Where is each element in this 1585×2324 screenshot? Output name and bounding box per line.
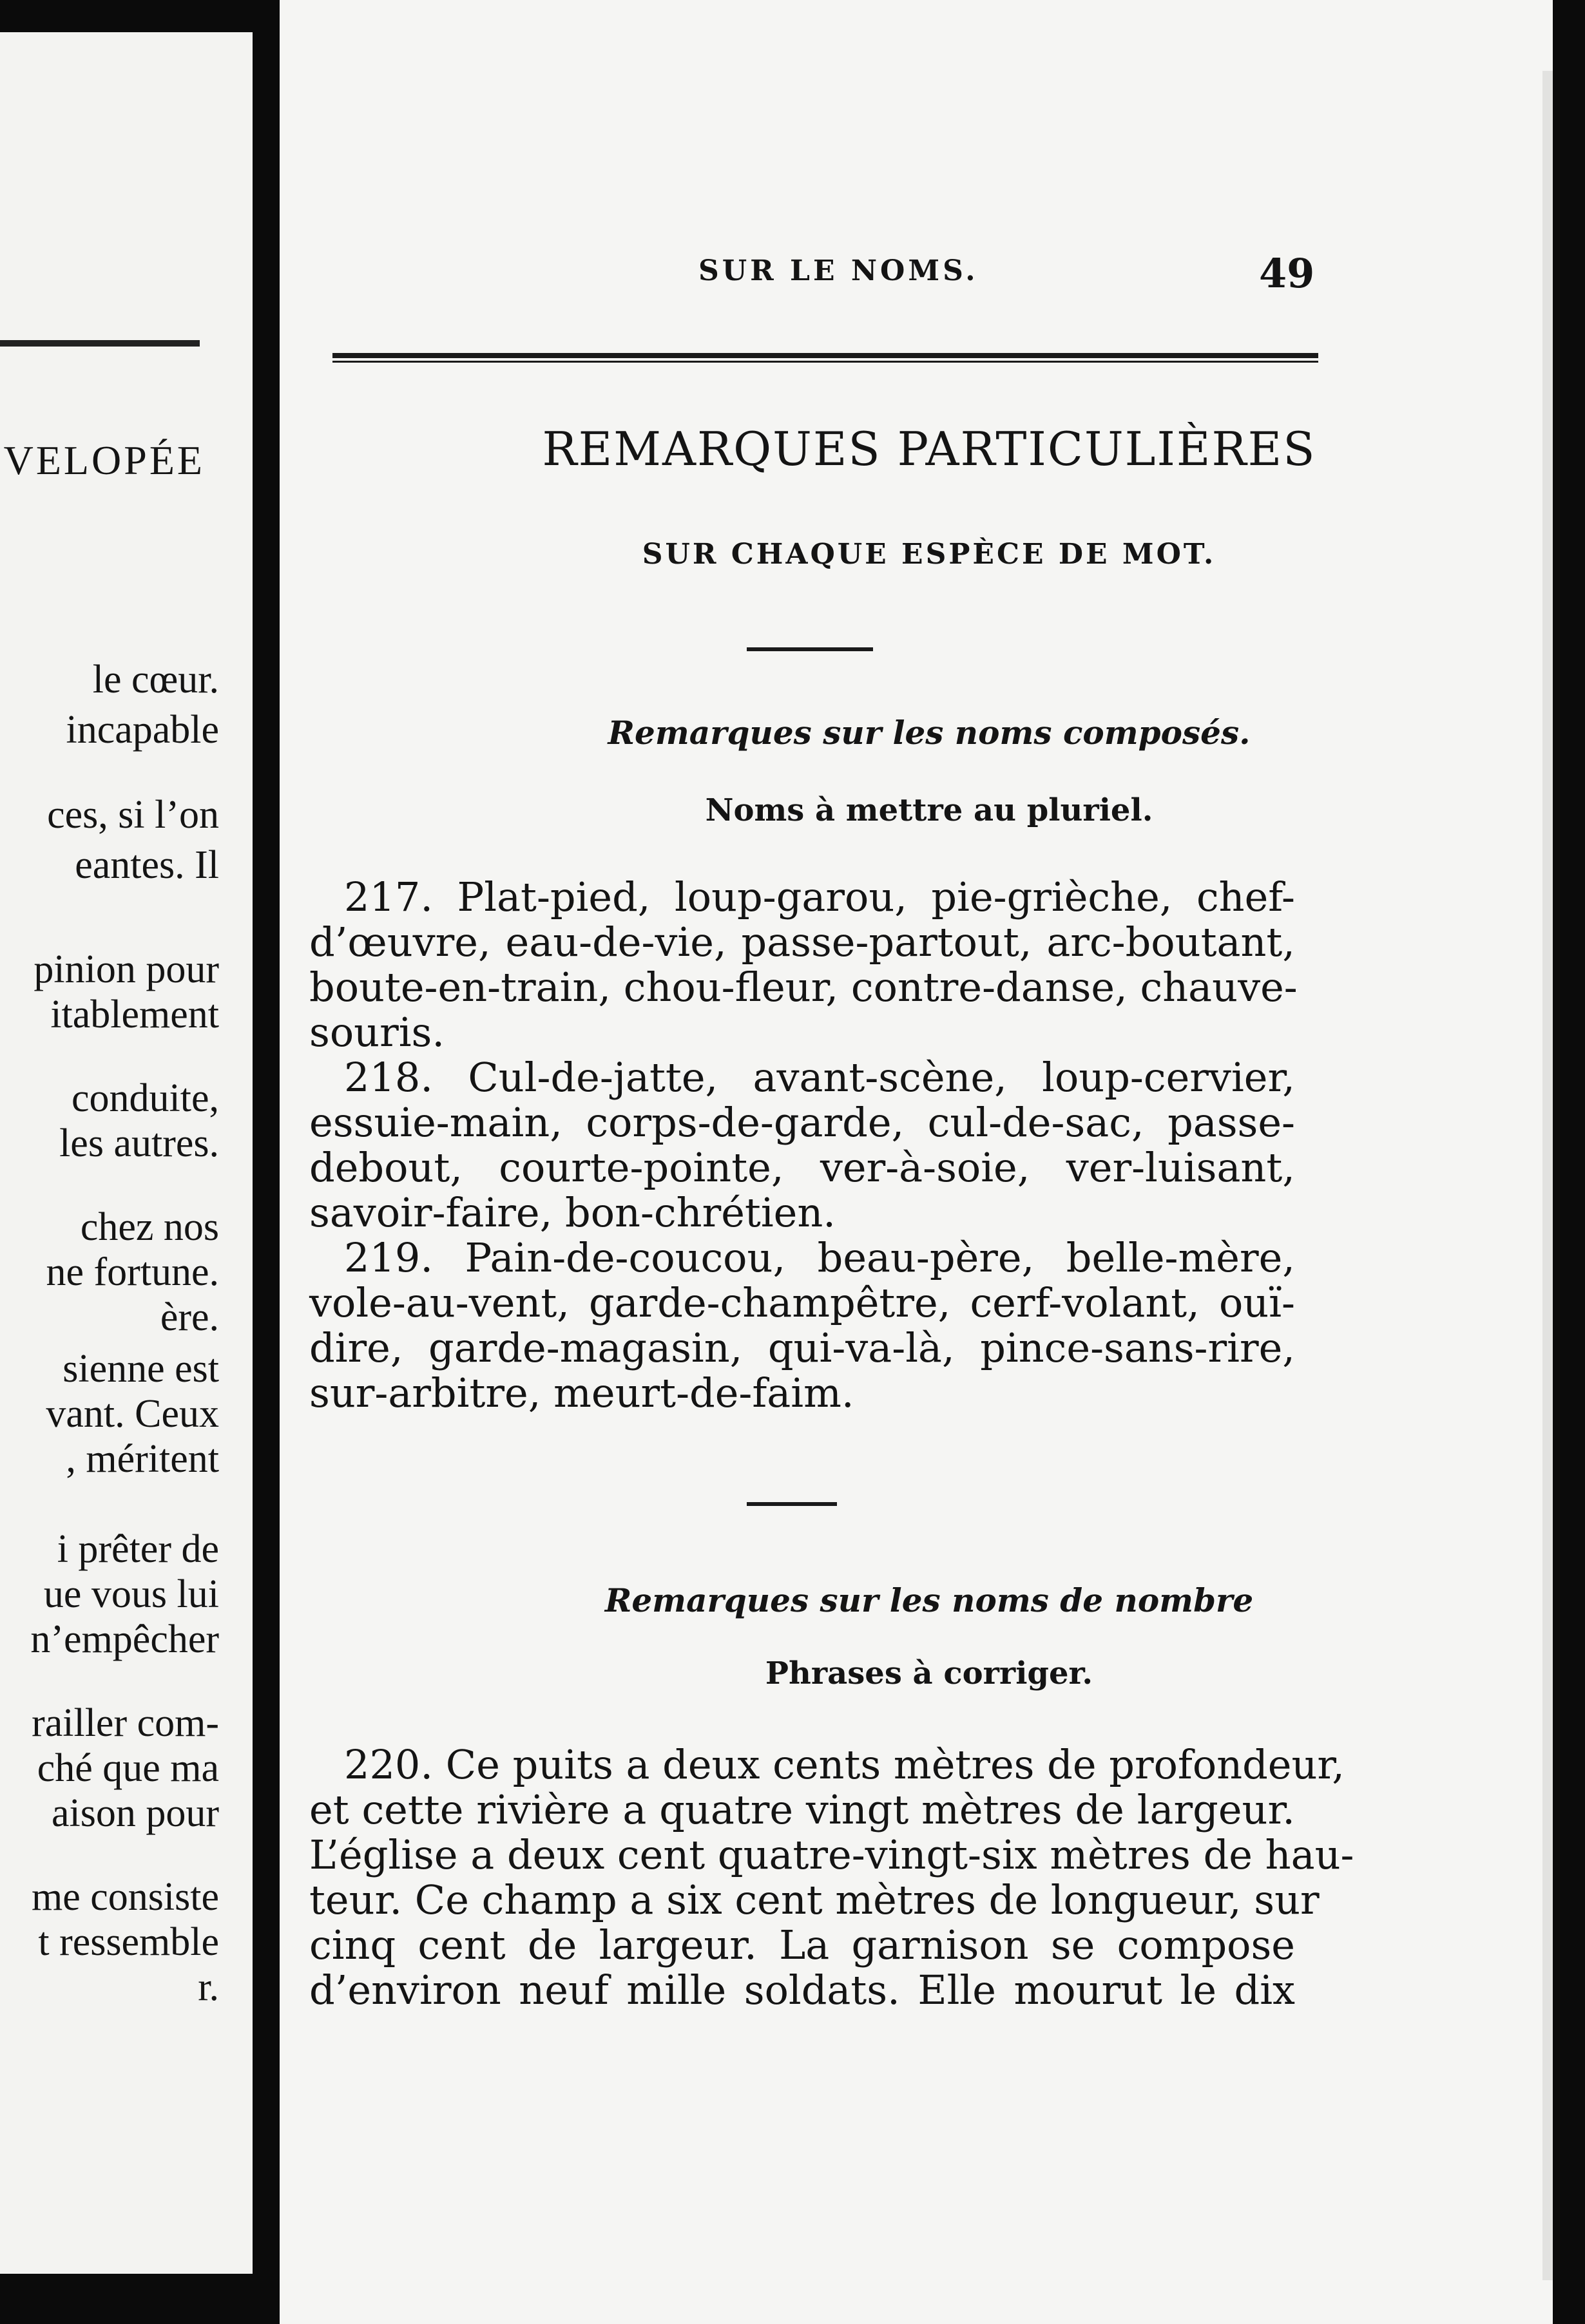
running-head: SUR LE NOMS. — [698, 254, 979, 287]
paragraph-line: souris. — [309, 1009, 445, 1056]
paragraph-line: et cette rivière a quatre vingt mètres de largeur. — [309, 1786, 1295, 1833]
page-number: 49 — [1259, 250, 1315, 297]
paragraph-line: d’environ neuf mille soldats. Elle mourut le dix — [309, 1967, 1295, 2014]
left-page-line: sienne est — [62, 1347, 219, 1391]
left-page-fragment — [0, 32, 253, 2274]
paragraph-line: L’église a deux cent quatre-vingt-six mètres de hau- — [309, 1831, 1354, 1878]
left-page-line: ché que ma — [37, 1746, 219, 1790]
paragraph-line: teur. Ce champ a six cent mètres de longueur, sur — [309, 1876, 1320, 1923]
paragraph-line: essuie-main, corps-de-garde, cul-de-sac, passe- — [309, 1099, 1295, 1146]
left-page-heading: VELOPÉE — [3, 437, 205, 483]
left-page-line: ne fortune. — [46, 1250, 219, 1294]
left-page-line: ces, si l’on — [47, 793, 219, 837]
page-edge-shadow — [1542, 71, 1553, 2280]
section-subheading: Phrases à corriger. — [765, 1655, 1093, 1691]
left-page-line: n’empêcher — [30, 1617, 219, 1661]
paragraph-line: 218. Cul-de-jatte, avant-scène, loup-cervier, — [344, 1054, 1295, 1101]
paragraph-line: sur-arbitre, meurt-de-faim. — [309, 1369, 854, 1416]
left-page-line: ue vous lui — [43, 1572, 219, 1616]
section-heading: Remarques sur les noms de nombre — [604, 1581, 1254, 1619]
left-page-line: itablement — [50, 993, 219, 1036]
left-page-rule — [0, 340, 200, 347]
page-title: REMARQUES PARTICULIÈRES — [542, 422, 1316, 476]
left-page-line: , méritent — [66, 1437, 219, 1481]
paragraph-line: cinq cent de largeur. La garnison se compose — [309, 1921, 1295, 1968]
header-rule — [332, 353, 1318, 363]
left-page-line: aison pour — [51, 1791, 219, 1835]
section-subheading: Noms à mettre au pluriel. — [705, 792, 1153, 828]
paragraph-line: boute-en-train, chou-fleur, contre-danse, chauve- — [309, 964, 1298, 1011]
left-page-line: pinion pour — [34, 948, 219, 991]
left-page-line: vant. Ceux — [46, 1392, 219, 1436]
paragraph-line: 220. Ce puits a deux cents mètres de profondeur, — [344, 1741, 1345, 1788]
paragraph-line: 217. Plat-pied, loup-garou, pie-grièche, chef- — [344, 873, 1295, 920]
left-page-line: r. — [198, 1965, 219, 2009]
section-divider — [747, 1502, 837, 1506]
left-page-line: les autres. — [59, 1121, 219, 1165]
paragraph-line: 219. Pain-de-coucou, beau-père, belle-mère, — [344, 1234, 1295, 1281]
paragraph-line: dire, garde-magasin, qui-va-là, pince-sans-rire, — [309, 1324, 1295, 1371]
page-subtitle: SUR CHAQUE ESPÈCE DE MOT. — [642, 538, 1216, 571]
left-page-line: le cœur. — [92, 658, 219, 701]
left-page-line: railler com- — [32, 1701, 219, 1745]
book-page — [280, 0, 1553, 2324]
left-page-line: incapable — [66, 708, 219, 752]
paragraph-line: d’œuvre, eau-de-vie, passe-partout, arc-boutant, — [309, 919, 1295, 966]
left-page-line: me consiste — [32, 1875, 219, 1919]
left-page-line: ère. — [160, 1295, 219, 1339]
section-divider — [747, 647, 873, 651]
book-gutter — [253, 0, 280, 2324]
left-page-line: chez nos — [80, 1205, 219, 1249]
section-heading: Remarques sur les noms composés. — [608, 714, 1251, 752]
left-page-line: t ressemble — [38, 1920, 219, 1964]
left-page-line: conduite, — [72, 1076, 219, 1120]
paragraph-line: vole-au-vent, garde-champêtre, cerf-volant, ouï- — [309, 1279, 1295, 1326]
paragraph-line: debout, courte-pointe, ver-à-soie, ver-luisant, — [309, 1144, 1295, 1191]
paragraph-line: savoir-faire, bon-chrétien. — [309, 1189, 836, 1236]
left-page-line: eantes. Il — [75, 843, 219, 887]
left-page-line: i prêter de — [57, 1527, 219, 1571]
